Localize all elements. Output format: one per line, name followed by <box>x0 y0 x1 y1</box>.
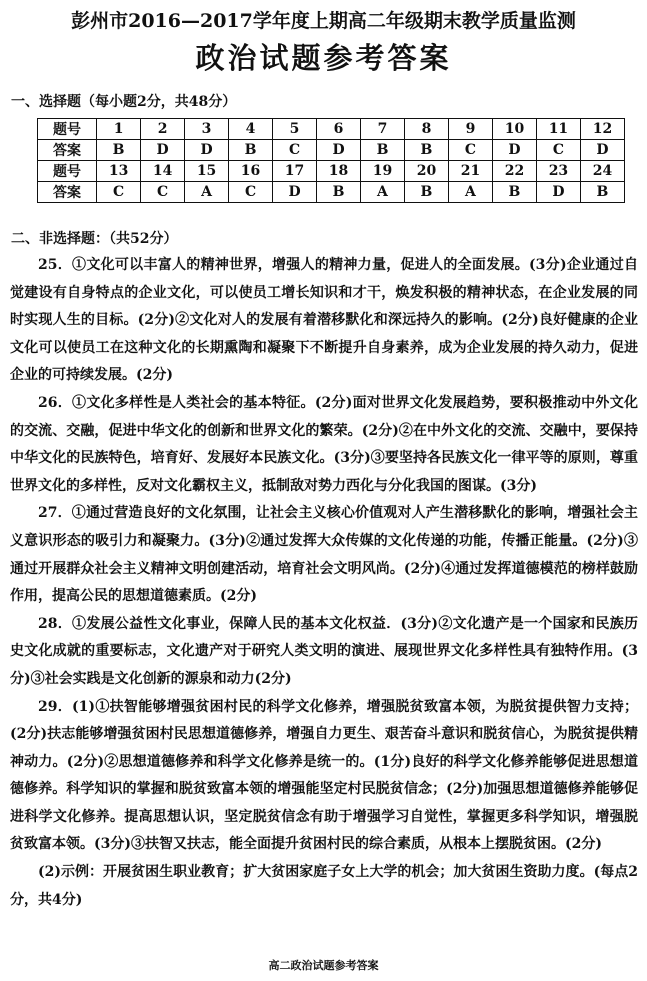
answer-cell: D <box>580 140 624 161</box>
question-number: 13 <box>97 161 141 182</box>
question-number: 18 <box>317 161 361 182</box>
question-number: 20 <box>404 161 448 182</box>
answer-cell: B <box>492 182 536 203</box>
answer-q28: 28．①发展公益性文化事业，保障人民的基本文化权益．(3分)②文化遗产是一个国家和民族历史文化成就的重要标志，文化遗产对于研究人类文明的演进、展现世界文化多样性具有独特作用。(3分)③社会实践是文化创新的源泉和动力(2分) <box>10 615 638 687</box>
table-row <box>38 140 625 161</box>
answer-cell: B <box>97 140 141 161</box>
answer-cell: B <box>580 182 624 203</box>
question-number: 7 <box>361 119 405 140</box>
answer-cell: A <box>361 182 405 203</box>
section2-heading: 二、非选择题：（共52分） <box>11 231 178 247</box>
table-row <box>38 161 625 182</box>
question-number: 17 <box>273 161 317 182</box>
question-number: 4 <box>229 119 273 140</box>
section1-heading: 一、选择题（每小题2分，共48分） <box>11 94 237 110</box>
question-number: 10 <box>492 119 536 140</box>
question-number: 15 <box>185 161 229 182</box>
row-label: 答案 <box>38 182 97 203</box>
question-number: 6 <box>317 119 361 140</box>
question-number: 19 <box>361 161 405 182</box>
question-number: 5 <box>273 119 317 140</box>
answer-cell: D <box>536 182 580 203</box>
answer-cell: A <box>185 182 229 203</box>
exam-title: 彭州市2016—2017学年度上期高二年级期末教学质量监测 <box>71 10 576 32</box>
answer-cell: C <box>536 140 580 161</box>
row-label: 题号 <box>38 161 97 182</box>
answer-q27: 27．①通过营造良好的文化氛围，让社会主义核心价值观对人产生潜移默化的影响，增强社会主义意识形态的吸引力和凝聚力。(3分)②通过发挥大众传媒的文化传递的功能，传播正能量。(2分)③通过开展群众社会主义精神文明创建活动，培育社会文明风尚。(2分)④通过发挥道德模范的榜样鼓励作用，提高公民的思想道德素质。(2分) <box>10 505 638 605</box>
answer-q26: 26．①文化多样性是人类社会的基本特征。(2分)面对世界文化发展趋势，要积极推动中外文化的交流、交融，促进中华文化的创新和世界文化的繁荣。(2分)②在中外文化的交流、交融中，要保持中华文化的民族特色，培育好、发展好本民族文化。(3分)③要坚持各民族文化一律平等的原则，尊重世界文化的多样性，反对文化霸权主义，抵制敌对势力西化与分化我国的图谋。(3分) <box>10 394 638 494</box>
question-number: 9 <box>448 119 492 140</box>
answer-cell: D <box>185 140 229 161</box>
question-number: 12 <box>580 119 624 140</box>
answer-table <box>37 118 625 203</box>
question-number: 3 <box>185 119 229 140</box>
answer-cell: B <box>404 182 448 203</box>
question-number: 22 <box>492 161 536 182</box>
question-number: 21 <box>448 161 492 182</box>
answer-cell: B <box>361 140 405 161</box>
answer-q25: 25．①文化可以丰富人的精神世界，增强人的精神力量，促进人的全面发展。(3分)企业通过自觉建设有自身特点的企业文化，可以使员工增长知识和才干，焕发积极的精神状态，在企业发展的同时实现人生的目标。(2分)②文化对人的发展有着潜移默化和深远持久的影响。(2分)良好健康的企业文化可以使员工在这种文化的长期熏陶和凝聚下不断提升自身素养，成为企业发展的持久动力，促进企业的可持续发展。(2分) <box>10 257 638 384</box>
page-footer: 高二政治试题参考答案 <box>268 959 379 972</box>
question-number: 1 <box>97 119 141 140</box>
question-number: 11 <box>536 119 580 140</box>
question-number: 14 <box>141 161 185 182</box>
answer-cell: C <box>141 182 185 203</box>
question-number: 23 <box>536 161 580 182</box>
answer-cell: B <box>317 182 361 203</box>
answer-cell: D <box>141 140 185 161</box>
table-row <box>38 182 625 203</box>
answer-cell: B <box>404 140 448 161</box>
answer-cell: D <box>492 140 536 161</box>
answer-cell: C <box>97 182 141 203</box>
answer-cell: D <box>317 140 361 161</box>
answer-q29-part1: 29．(1)①扶智能够增强贫困村民的科学文化修养，增强脱贫致富本领，为脱贫提供智力支持；(2分)扶志能够增强贫困村民思想道德修养，增强自力更生、艰苦奋斗意识和脱贫信心，为脱贫提供精神动力。(2分)②思想道德修养和科学文化修养是统一的。(1分)良好的科学文化修养能够促进思想道德修养。科学知识的掌握和脱贫致富本领的增强能坚定村民脱贫信念；(2分)加强思想道德修养能够促进科学文化修养。提高思想认识，坚定脱贫信念有助于增强学习自觉性，掌握更多科学知识，增强脱贫致富本领。(3分)③扶智又扶志，能全面提升贫困村民的综合素质，从根本上摆脱贫困。(2分) <box>10 698 638 853</box>
document-title: 政治试题参考答案 <box>195 41 452 75</box>
answer-body <box>10 252 638 914</box>
question-number: 8 <box>404 119 448 140</box>
question-number: 2 <box>141 119 185 140</box>
row-label: 题号 <box>38 119 97 140</box>
answer-cell: D <box>273 182 317 203</box>
question-number: 24 <box>580 161 624 182</box>
answer-q29-part2: (2)示例：开展贫困生职业教育；扩大贫困家庭子女上大学的机会；加大贫困生资助力度。(每点2分，共4分) <box>10 864 638 908</box>
answer-cell: B <box>229 140 273 161</box>
answer-cell: C <box>229 182 273 203</box>
answer-cell: C <box>448 140 492 161</box>
table-row <box>38 119 625 140</box>
answer-cell: C <box>273 140 317 161</box>
question-number: 16 <box>229 161 273 182</box>
answer-cell: A <box>448 182 492 203</box>
row-label: 答案 <box>38 140 97 161</box>
